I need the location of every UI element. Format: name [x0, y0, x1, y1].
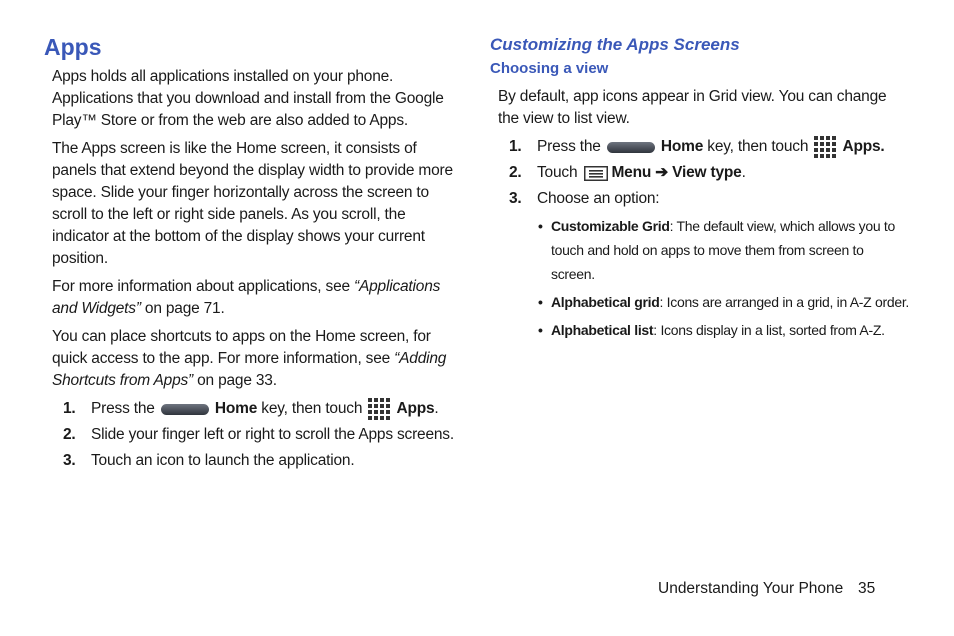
- apps-screen-paragraph: The Apps screen is like the Home screen, it consists of panels that extend beyond the display width to provide more space. Slide your finger horizontally across the screen to scroll to the left or right side panels. As you scroll, the indicator at the bottom of the display shows your current position.: [52, 140, 453, 267]
- page-footer: [658, 578, 876, 600]
- left-column: [44, 34, 454, 476]
- option-label: Alphabetical list: [551, 322, 654, 339]
- home-key-label: Home: [660, 138, 704, 156]
- step-text: key, then touch: [703, 138, 813, 156]
- apps-grid-icon: [814, 136, 836, 158]
- section-title: Customizing the Apps Screens: [490, 35, 740, 54]
- list-item: [490, 162, 910, 184]
- step-text: Slide your finger left or right to scroll the Apps screens.: [91, 426, 454, 444]
- step-text: Touch an icon to launch the application.: [91, 452, 355, 470]
- step-number: 3.: [63, 452, 76, 470]
- step-number: 1.: [63, 400, 76, 417]
- right-steps-list: [490, 136, 910, 210]
- step-text: Press the: [537, 138, 605, 156]
- step-number: 3.: [509, 190, 522, 208]
- list-item: [490, 136, 910, 158]
- shortcuts-page: on page 33.: [193, 372, 277, 389]
- option-label: Customizable Grid: [551, 218, 670, 235]
- home-key-icon: [161, 404, 209, 415]
- list-item: [490, 188, 910, 210]
- section-subtitle: Choosing a view: [490, 60, 609, 77]
- apps-label: Apps.: [842, 138, 885, 156]
- step-text: Choose an option:: [537, 190, 660, 208]
- list-item: [490, 290, 910, 314]
- applications-widgets-link[interactable]: “Applications and Widgets”: [52, 278, 441, 317]
- view-intro-paragraph: By default, app icons appear in Grid view. You can change the view to list view.: [498, 88, 887, 127]
- view-options-list: [490, 214, 910, 342]
- step-number: 2.: [509, 164, 522, 182]
- option-description: : Icons display in a list, sorted from A-Z.: [653, 322, 885, 339]
- menu-key-icon: [584, 166, 608, 181]
- option-description: : Icons are arranged in a grid, in A-Z order.: [659, 294, 910, 311]
- apps-label: Apps: [396, 400, 435, 418]
- step-text: key, then touch: [257, 400, 367, 418]
- footer-section: Understanding Your Phone: [658, 580, 844, 597]
- page-number: 35: [858, 580, 876, 597]
- list-item: [44, 450, 454, 472]
- more-info-paragraph: [44, 276, 454, 320]
- page-title: Apps: [44, 34, 102, 60]
- more-info-page: on page 71.: [140, 300, 225, 317]
- list-item: [44, 424, 454, 446]
- home-key-icon: [607, 142, 655, 153]
- option-label: Alphabetical grid: [551, 294, 660, 311]
- list-item: [490, 214, 910, 286]
- right-column: [490, 34, 910, 346]
- step-text: Press the: [91, 400, 159, 418]
- step-text: Touch: [537, 164, 582, 182]
- bullet: •: [538, 294, 543, 311]
- bullet: •: [538, 322, 543, 339]
- adding-shortcuts-link[interactable]: “Adding Shortcuts from Apps”: [52, 350, 447, 389]
- step-text: .: [741, 164, 746, 182]
- shortcuts-paragraph: [44, 326, 454, 392]
- list-item: [44, 398, 454, 420]
- step-text: .: [434, 400, 439, 418]
- left-steps-list: [44, 398, 454, 472]
- option-description: : The default view, which allows you to touch and hold on apps to move them from screen to screen.: [551, 218, 895, 283]
- apps-grid-icon: [368, 398, 390, 420]
- step-number: 2.: [63, 426, 76, 444]
- step-number: 1.: [509, 138, 522, 155]
- shortcuts-text: You can place shortcuts to apps on the Home screen, for quick access to the app. For more information, see: [52, 328, 431, 367]
- more-info-text: For more information about applications, see: [52, 278, 355, 295]
- apps-intro-paragraph: Apps holds all applications installed on your phone. Applications that you download and install from the Google Play™ Store or from the web are also added to Apps.: [52, 68, 444, 129]
- list-item: [490, 318, 910, 342]
- menu-view-type-label: Menu ➔ View type: [611, 164, 742, 182]
- bullet: •: [538, 218, 543, 235]
- home-key-label: Home: [214, 400, 258, 418]
